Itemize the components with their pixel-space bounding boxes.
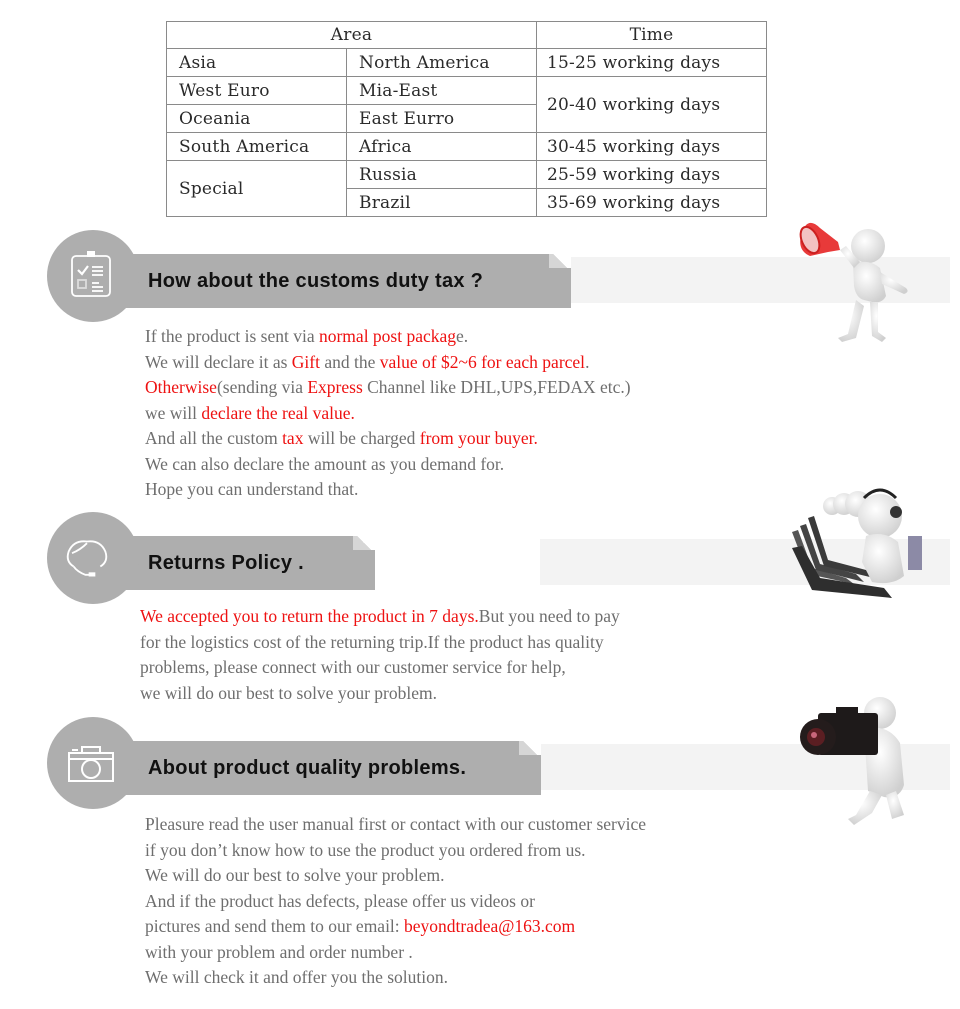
headset-agent-icon xyxy=(62,534,112,584)
text: we will do our best to solve your problem. xyxy=(140,682,437,703)
header-time: Time xyxy=(537,22,767,49)
text-line xyxy=(145,889,646,915)
call-center-figures xyxy=(772,482,957,602)
cell-area: Mia-East xyxy=(347,77,537,105)
text: for the logistics cost of the returning trip.If the product has quality xyxy=(140,631,604,652)
cell-area: South America xyxy=(167,133,347,161)
header-area: Area xyxy=(167,22,537,49)
quality-section xyxy=(0,717,960,1007)
returns-section xyxy=(0,512,960,707)
cell-time: 35-69 working days xyxy=(537,189,767,217)
text: We will declare it as xyxy=(145,351,292,372)
text: e. xyxy=(456,326,469,346)
text-line xyxy=(140,681,620,707)
customs-section xyxy=(0,230,960,500)
cell-time: 15-25 working days xyxy=(537,49,767,77)
text-line xyxy=(145,914,646,940)
text: problems, please connect with our customer service for help, xyxy=(140,657,566,677)
cell-area: East Eurro xyxy=(347,105,537,133)
text: with your problem and order number . xyxy=(145,941,413,962)
text-line xyxy=(145,838,646,864)
quality-text xyxy=(145,812,646,991)
cell-area: West Euro xyxy=(167,77,347,105)
text-line xyxy=(145,452,631,478)
highlight: Otherwise xyxy=(145,377,217,397)
text-line xyxy=(145,426,631,452)
email-link[interactable]: beyondtradea@163.com xyxy=(404,916,576,936)
camera-icon xyxy=(66,739,116,789)
text: Pleasure read the user manual first or contact with our customer service xyxy=(145,814,646,834)
highlight: Express xyxy=(307,377,363,397)
text: We will do our best to solve your problem. xyxy=(145,865,445,885)
text: (sending via xyxy=(216,377,308,397)
cell-time: 30-45 working days xyxy=(537,133,767,161)
section-title: Returns Policy . xyxy=(148,552,304,574)
text: And if the product has defects, please offer us videos or xyxy=(145,890,535,911)
highlight: from your buyer. xyxy=(419,428,538,448)
page-fold xyxy=(519,741,541,755)
text-line xyxy=(145,350,631,376)
highlight: declare the real value. xyxy=(201,402,355,423)
text: . xyxy=(585,351,590,372)
figure-with-camera xyxy=(796,695,916,835)
cell-time: 25-59 working days xyxy=(537,161,767,189)
section-title: How about the customs duty tax ? xyxy=(148,270,484,292)
text-line xyxy=(145,401,631,427)
cell-time: 20-40 working days xyxy=(537,77,767,133)
returns-text xyxy=(140,604,620,706)
text-line xyxy=(145,375,631,401)
figure-with-megaphone xyxy=(798,216,918,346)
cell-area: Africa xyxy=(347,133,537,161)
text-line xyxy=(145,863,646,889)
text-line xyxy=(145,812,646,838)
cell-area: Asia xyxy=(167,49,347,77)
table-row xyxy=(167,161,767,189)
highlight: normal post packag xyxy=(318,326,457,346)
text: if you don’t know how to use the product you ordered from us. xyxy=(145,839,586,860)
text: Channel like DHL,UPS,FEDAX etc.) xyxy=(362,377,631,397)
text-line xyxy=(140,630,620,656)
text: we will xyxy=(145,402,202,423)
text: We will check it and offer you the solution. xyxy=(145,967,448,987)
text: We can also declare the amount as you demand for. xyxy=(145,453,505,474)
page-fold xyxy=(353,536,375,550)
cell-area: Russia xyxy=(347,161,537,189)
cell-area: Brazil xyxy=(347,189,537,217)
text: will be charged xyxy=(303,428,420,448)
text-line xyxy=(140,604,620,630)
table-row xyxy=(167,49,767,77)
section-banner xyxy=(90,741,541,795)
customs-text xyxy=(145,324,631,503)
text: If the product is sent via xyxy=(145,326,319,346)
shipping-time-table xyxy=(166,21,767,217)
text-line xyxy=(145,477,631,503)
table-header-row xyxy=(167,22,767,49)
text: and the xyxy=(320,351,380,372)
cell-area: North America xyxy=(347,49,537,77)
text: And all the custom xyxy=(145,428,283,448)
table-row xyxy=(167,77,767,105)
highlight: tax xyxy=(282,428,304,448)
cell-area: Special xyxy=(167,161,347,217)
text: Hope you can understand that. xyxy=(145,479,359,499)
table-row xyxy=(167,133,767,161)
cell-area: Oceania xyxy=(167,105,347,133)
text: pictures and send them to our email: xyxy=(145,916,405,936)
highlight: value of $2~6 for each parcel xyxy=(379,351,586,372)
page-fold xyxy=(549,254,571,268)
text-line xyxy=(145,965,646,991)
highlight: We accepted you to return the product in 7 days. xyxy=(140,606,479,626)
section-banner xyxy=(90,254,571,308)
text-line xyxy=(145,324,631,350)
highlight: Gift xyxy=(291,351,320,372)
section-title: About product quality problems. xyxy=(148,757,467,779)
text: But you need to pay xyxy=(478,606,620,626)
clipboard-checklist-icon xyxy=(66,250,116,300)
text-line xyxy=(140,655,620,681)
text-line xyxy=(145,940,646,966)
